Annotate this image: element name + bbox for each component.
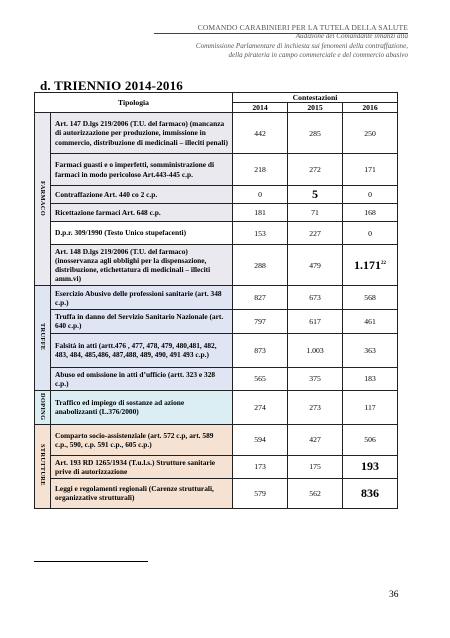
count-value: 175 [309,462,321,472]
count-cell-2016 [343,455,398,478]
typology-description: Ricettazione farmaci Art. 648 c.p. [51,204,233,222]
count-cell-2014 [233,186,288,204]
count-value: 0 [368,228,372,238]
table-row [35,204,398,222]
table-row [35,424,398,455]
document-header [108,23,408,61]
count-value: 579 [254,488,266,498]
count-cell-2015 [288,154,343,186]
table-row [35,367,398,390]
contestazioni-header: Contestazioni [233,93,398,103]
page-number: 36 [389,590,399,600]
typology-description: Abuso ed omissione in atti d’ufficio (artt. 323 e 328 c.p.) [51,367,233,390]
count-value: 617 [309,316,321,326]
table-body [35,113,398,509]
header-line: Audizione del Comandante innanzi alla [295,32,408,41]
count-cell-2015 [288,222,343,245]
header-divider [154,33,408,34]
typology-description: Esercizio Abusivo delle professioni sanitarie (art. 348 c.p.) [51,286,233,310]
footnote-separator [34,561,148,562]
count-value: 173 [254,462,266,472]
footnote-reference[interactable]: 22 [381,260,387,266]
count-value: 461 [364,316,376,326]
category-label-text: FARMACO [39,180,46,216]
typology-description: D.p.r. 309/1990 (Testo Unico stupefacenti) [51,222,233,245]
count-value: 673 [309,293,321,303]
category-label-text: DOPING [39,392,46,420]
count-cell-2014 [233,310,288,333]
count-value: 227 [309,228,321,238]
count-value: 797 [254,316,266,326]
count-cell-2014 [233,367,288,390]
typology-description: Farmaci guasti e o imperfetti, somministrazione di farmaci in modo pericoloso Art.443-445 c.p. [51,154,233,186]
category-label [35,424,51,508]
count-value: 71 [311,208,319,217]
statistics-table [34,92,398,509]
count-cell-2016 [343,204,398,222]
year-header: 2014 [233,103,288,113]
count-cell-2015 [288,204,343,222]
count-value: 565 [254,374,266,384]
count-cell-2016 [343,478,398,508]
count-cell-2016 [343,367,398,390]
count-cell-2014 [233,222,288,245]
count-cell-2016 [343,154,398,186]
table-row [35,222,398,245]
table-row [35,310,398,333]
count-cell-2016 [343,424,398,455]
typology-description: Leggi e regolamenti regionali (Carenze strutturali, organizzative strutturali) [51,478,233,508]
header-line: della pirateria in campo commerciale e del commercio abusivo [228,51,408,60]
count-cell-2014 [233,286,288,310]
tipologia-header: Tipologia [35,93,233,113]
count-value: 193 [361,459,380,474]
count-value: 506 [364,435,376,445]
count-value: 273 [309,402,321,412]
table-row [35,186,398,204]
count-value: 479 [309,260,321,270]
count-value: 873 [254,345,266,355]
count-cell-2014 [233,455,288,478]
count-value: 218 [254,165,266,174]
table-row [35,478,398,508]
typology-description: Art. 148 D.lgs 219/2006 (T.U. del farmaco) (inosservanza agli obblighi per la dispensazione, distribuzione, etichettatura di medicinali – illeciti amm.vi) [51,245,233,286]
typology-description: Comparto socio-assistenziale (art. 572 c.p, art. 589 c.p., 590, c.p. 591 c.p., 605 c.p.) [51,424,233,455]
count-value: 375 [309,374,321,384]
count-value: 594 [254,435,266,445]
table-row [35,390,398,424]
count-value: 171 [364,165,376,174]
count-value: 442 [254,128,266,138]
count-value: 117 [364,402,376,412]
category-label [35,286,51,390]
count-value: 1.171 [354,257,382,272]
count-value: 427 [309,435,321,445]
count-cell-2015 [288,390,343,424]
count-cell-2014 [233,113,288,154]
count-cell-2016 [343,186,398,204]
year-header: 2016 [343,103,398,113]
count-value: 562 [309,488,321,498]
category-label-text: STRUTTURE [39,444,46,487]
count-value: 5 [312,187,319,201]
count-value: 363 [364,345,376,355]
count-cell-2014 [233,390,288,424]
category-label-text: TRUFFE [39,323,46,351]
count-cell-2015 [288,455,343,478]
category-label [35,113,51,286]
table-row [35,113,398,154]
count-value: 168 [364,208,376,217]
header-organization: COMANDO CARABINIERI PER LA TUTELA DELLA SALUTE [197,23,408,32]
count-cell-2014 [233,478,288,508]
count-cell-2015 [288,310,343,333]
count-value: 285 [309,128,321,138]
table-row [35,333,398,367]
count-value: 827 [254,293,266,303]
count-value: 1.003 [306,345,324,355]
count-value: 272 [309,165,321,174]
count-value: 153 [254,228,266,238]
count-cell-2015 [288,286,343,310]
year-header: 2015 [288,103,343,113]
count-cell-2016 [343,113,398,154]
count-cell-2015 [288,245,343,286]
count-cell-2015 [288,333,343,367]
count-cell-2015 [288,113,343,154]
count-cell-2016 [343,222,398,245]
count-cell-2016 [343,310,398,333]
typology-description: Contraffazione Art. 440 co 2 c.p. [51,186,233,204]
count-cell-2015 [288,424,343,455]
count-cell-2016 [343,286,398,310]
typology-description: Art. 147 D.lgs 219/2006 (T.U. del farmaco) (mancanza di autorizzazione per produzione, immissione in commercio, distribuzione di medicinali – illeciti penali) [51,113,233,154]
table-row [35,154,398,186]
count-value: 568 [364,293,376,303]
typology-description: Falsità in atti (artt.476 , 477, 478, 479, 480,481, 482, 483, 484, 485,486, 487,488, 489, 490, 491 493 c.p.) [51,333,233,367]
count-value: 181 [254,208,266,217]
count-cell-2015 [288,186,343,204]
typology-description: Truffa in danno del Servizio Sanitario Nazionale (art. 640 c.p.) [51,310,233,333]
count-cell-2014 [233,245,288,286]
count-value: 0 [368,190,372,199]
count-cell-2014 [233,154,288,186]
count-value: 183 [364,374,376,384]
count-cell-2016 [343,333,398,367]
count-cell-2014 [233,424,288,455]
table-row [35,286,398,310]
table-row [35,245,398,286]
count-value: 250 [364,128,376,138]
count-cell-2014 [233,204,288,222]
count-value: 274 [254,402,266,412]
count-cell-2015 [288,367,343,390]
section-title: d. TRIENNIO 2014-2016 [40,78,184,93]
typology-description: Traffico ed impiego di sostanze ad azione anabolizzanti (L.376/2000) [51,390,233,424]
count-cell-2016 [343,390,398,424]
table-row [35,455,398,478]
count-value: 836 [361,485,380,500]
count-cell-2015 [288,478,343,508]
count-cell-2016 [343,245,398,286]
count-value: 0 [258,190,262,199]
count-value: 288 [254,260,266,270]
typology-description: Art. 193 RD 1265/1934 (T.u.l.s.) Strutture sanitarie prive di autorizzazione [51,455,233,478]
header-line: Commissione Parlamentare di inchiesta sui fenomeni della contraffazione, [195,41,408,50]
category-label [35,390,51,424]
count-cell-2014 [233,333,288,367]
